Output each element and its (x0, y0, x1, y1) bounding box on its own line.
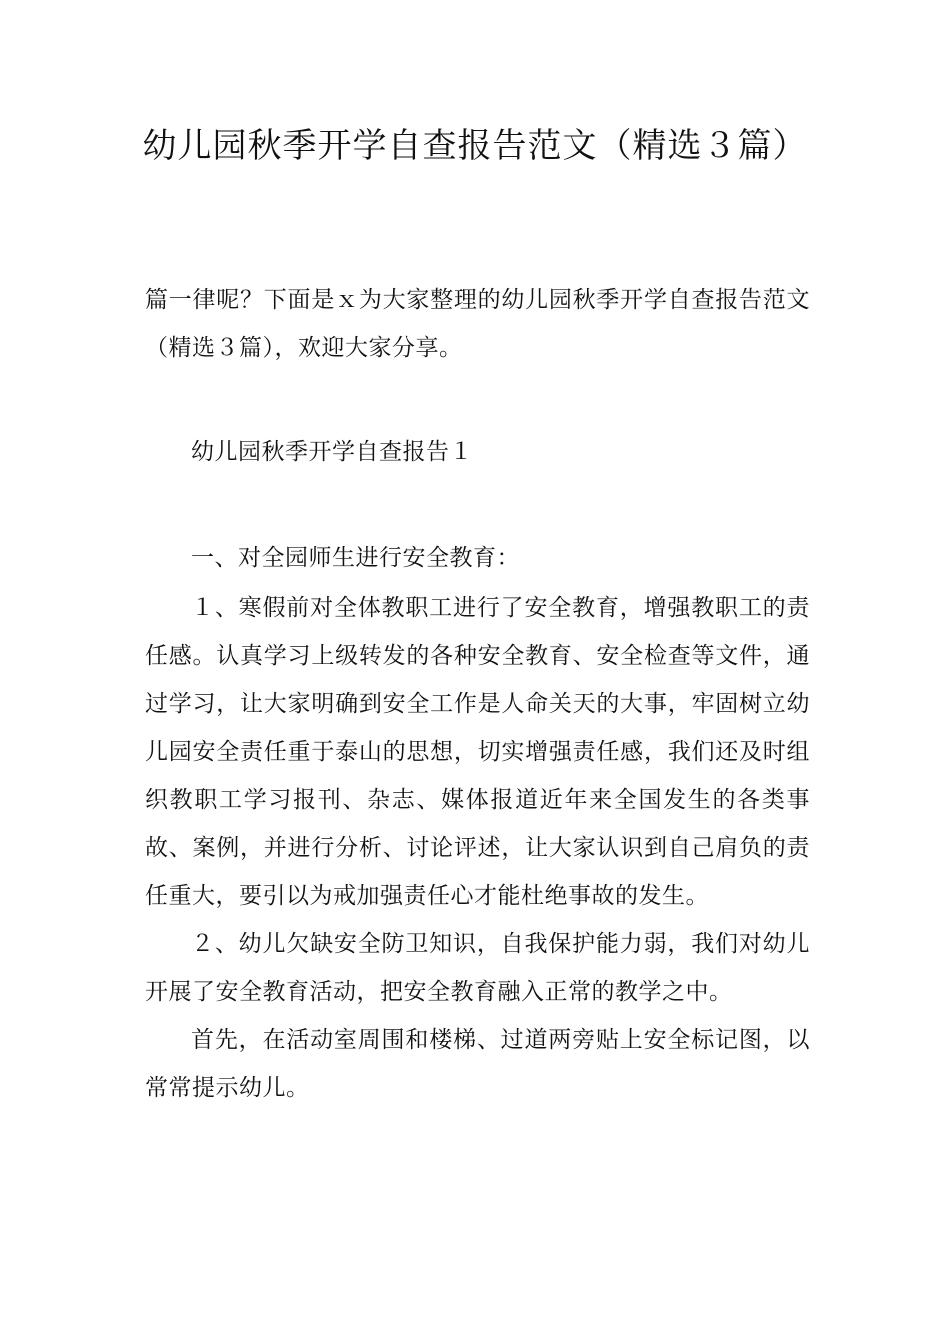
intro-paragraph: 篇一律呢？下面是ｘ为大家整理的幼儿园秋季开学自查报告范文（精选３篇），欢迎大家分享。 (145, 287, 810, 361)
document-title: 幼儿园秋季开学自查报告范文（精选３篇） (142, 126, 808, 166)
paragraph-1: １、寒假前对全体教职工进行了安全教育，增强教职工的责任感。认真学习上级转发的各种安全教育、安全检查等文件，通过学习，让大家明确到安全工作是人命关天的大事，牢固树立幼儿园安全责任重于泰山的思想，切实增强责任感，我们还及时组织教职工学习报刊、杂志、媒体报道近年来全国发生的各类事故、案例，并进行分析、讨论评述，让大家认识到自己肩负的责任重大，要引以为戒加强责任心才能杜绝事故的发生。 (145, 595, 810, 909)
paragraph-2: ２、幼儿欠缺安全防卫知识，自我保护能力弱，我们对幼儿开展了安全教育活动，把安全教育融入正常的教学之中。 (145, 931, 810, 1005)
document-body (145, 276, 810, 1112)
subheading: 一、对全园师生进行安全教育： (191, 545, 520, 571)
section-heading: 幼儿园秋季开学自查报告１ (191, 439, 473, 465)
paragraph-3: 首先，在活动室周围和楼梯、过道两旁贴上安全标记图，以常常提示幼儿。 (145, 1027, 810, 1101)
